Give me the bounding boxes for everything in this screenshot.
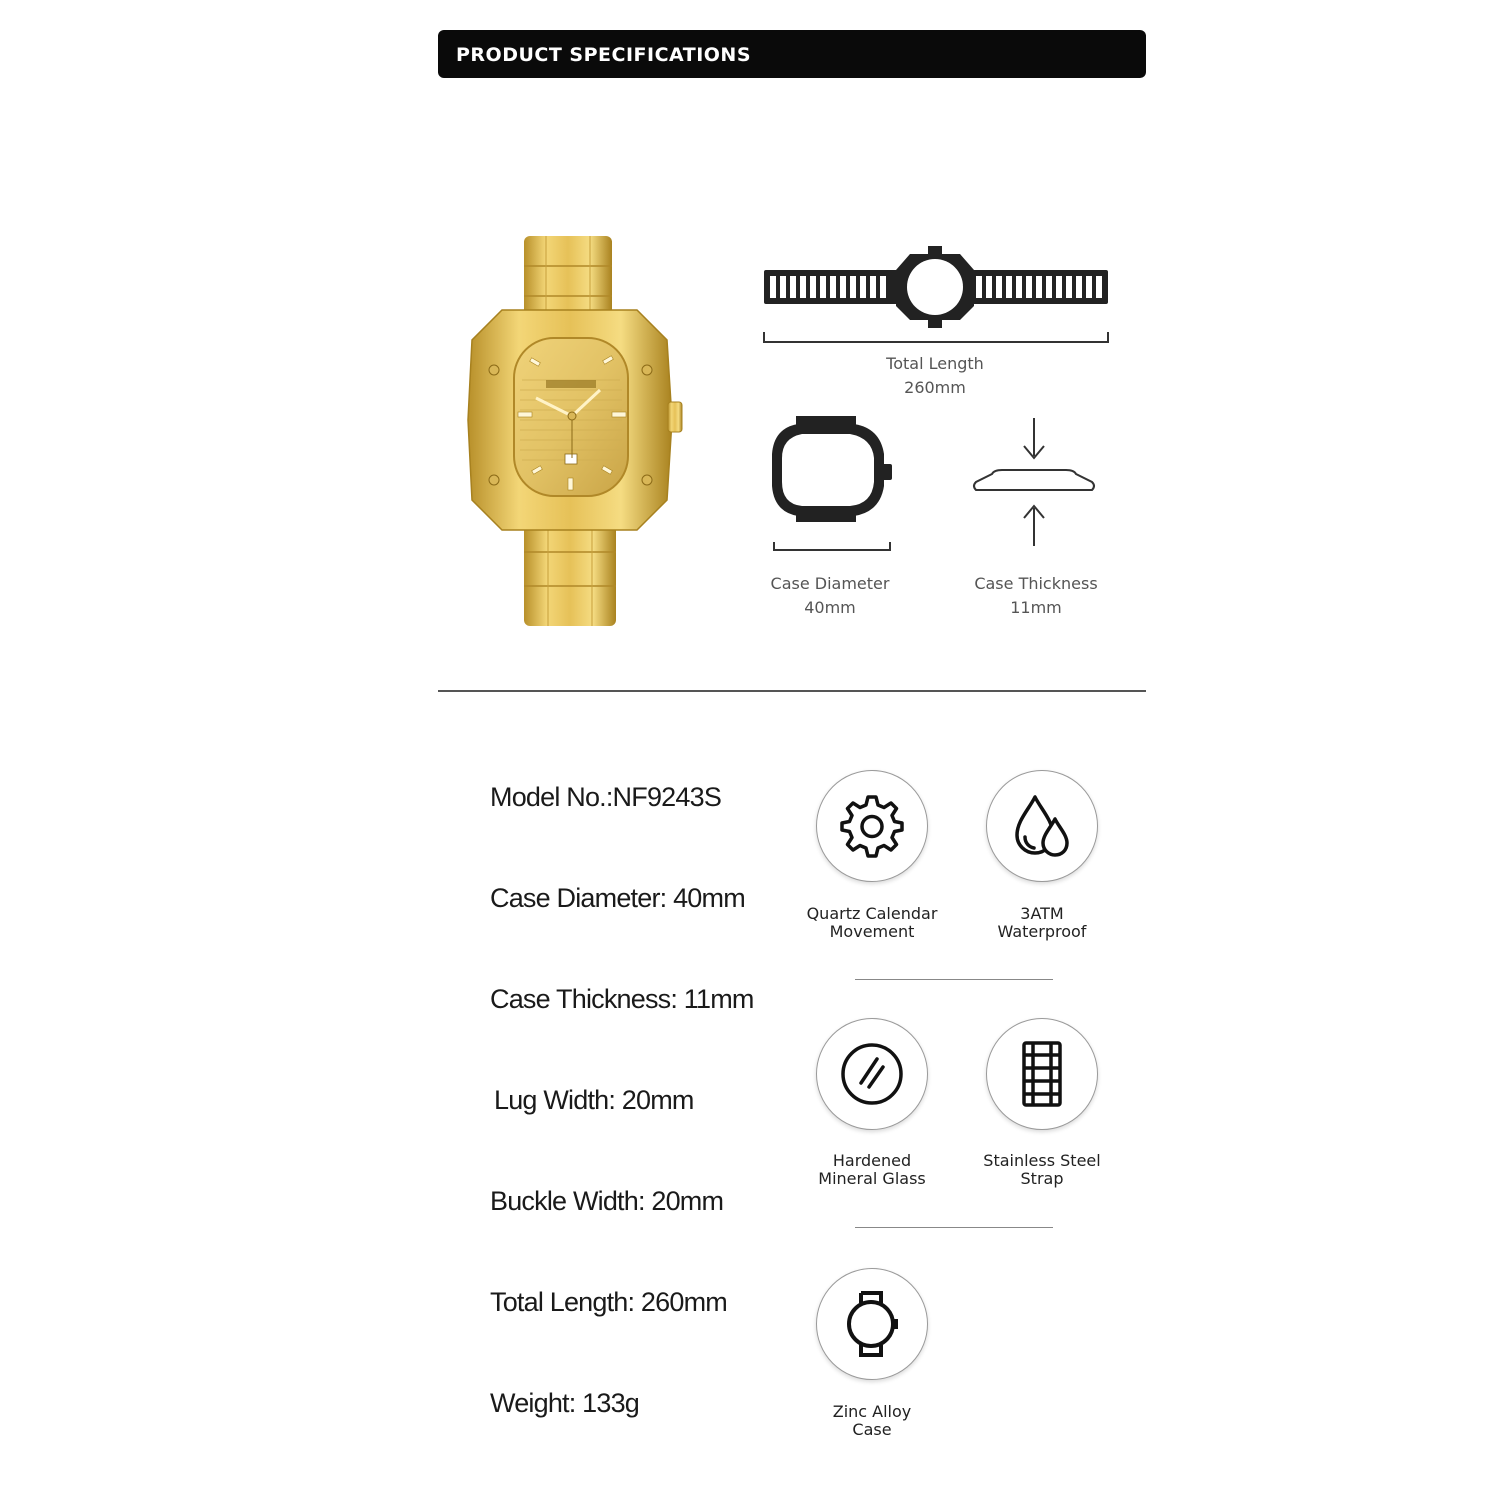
case-diameter-label [730, 572, 930, 620]
feature-glass-line1: Hardened [832, 1151, 912, 1170]
feature-glass-label [787, 1152, 957, 1188]
feature-strap-badge [986, 1018, 1098, 1130]
feature-case-label [787, 1403, 957, 1439]
case-thickness-value: 11mm [1010, 598, 1062, 617]
water-drops-icon [1007, 791, 1077, 861]
spec-buckle-width: Buckle Width: 20mm [490, 1186, 724, 1216]
feature-movement-line1: Quartz Calendar [806, 904, 938, 923]
feature-waterproof-label [957, 905, 1127, 941]
feature-movement-line2: Movement [829, 922, 915, 941]
features-divider-2 [855, 1227, 1053, 1228]
feature-glass-line2: Mineral Glass [818, 1169, 926, 1188]
gear-icon [837, 791, 907, 861]
glass-icon [837, 1039, 907, 1109]
steel-strap-icon [1007, 1039, 1077, 1109]
feature-case-badge [816, 1268, 928, 1380]
feature-movement-badge [816, 770, 928, 882]
case-diameter-diagram [768, 414, 898, 560]
feature-waterproof-badge [986, 770, 1098, 882]
total-length-title: Total Length [886, 354, 984, 373]
feature-case-line1: Zinc Alloy [832, 1402, 912, 1421]
features-divider-1 [855, 979, 1053, 980]
total-length-value: 260mm [904, 378, 966, 397]
spec-weight: Weight: 133g [490, 1388, 640, 1418]
feature-case-line2: Case [852, 1420, 892, 1439]
spec-case-diameter: Case Diameter: 40mm [490, 883, 745, 913]
spec-model-no: Model No.:NF9243S [490, 782, 722, 812]
feature-movement-label [787, 905, 957, 941]
case-diameter-title: Case Diameter [770, 574, 890, 593]
case-thickness-diagram [968, 414, 1100, 550]
spec-lug-width: Lug Width: 20mm [494, 1085, 694, 1115]
feature-strap-line2: Strap [1020, 1169, 1064, 1188]
case-thickness-label [936, 572, 1136, 620]
total-length-diagram [760, 238, 1112, 346]
case-thickness-title: Case Thickness [974, 574, 1098, 593]
feature-strap-line1: Stainless Steel [983, 1151, 1101, 1170]
feature-waterproof-line2: Waterproof [997, 922, 1087, 941]
section-divider [438, 690, 1146, 692]
feature-glass-badge [816, 1018, 928, 1130]
spec-total-length: Total Length: 260mm [490, 1287, 727, 1317]
watch-case-icon [837, 1289, 907, 1359]
feature-waterproof-line1: 3ATM [1020, 904, 1064, 923]
header-bar [438, 30, 1146, 78]
gold-watch-image [462, 230, 692, 630]
total-length-label [835, 352, 1035, 400]
spec-case-thickness: Case Thickness: 11mm [490, 984, 754, 1014]
page-title: PRODUCT SPECIFICATIONS [456, 44, 752, 66]
feature-strap-label [957, 1152, 1127, 1188]
case-diameter-value: 40mm [804, 598, 856, 617]
